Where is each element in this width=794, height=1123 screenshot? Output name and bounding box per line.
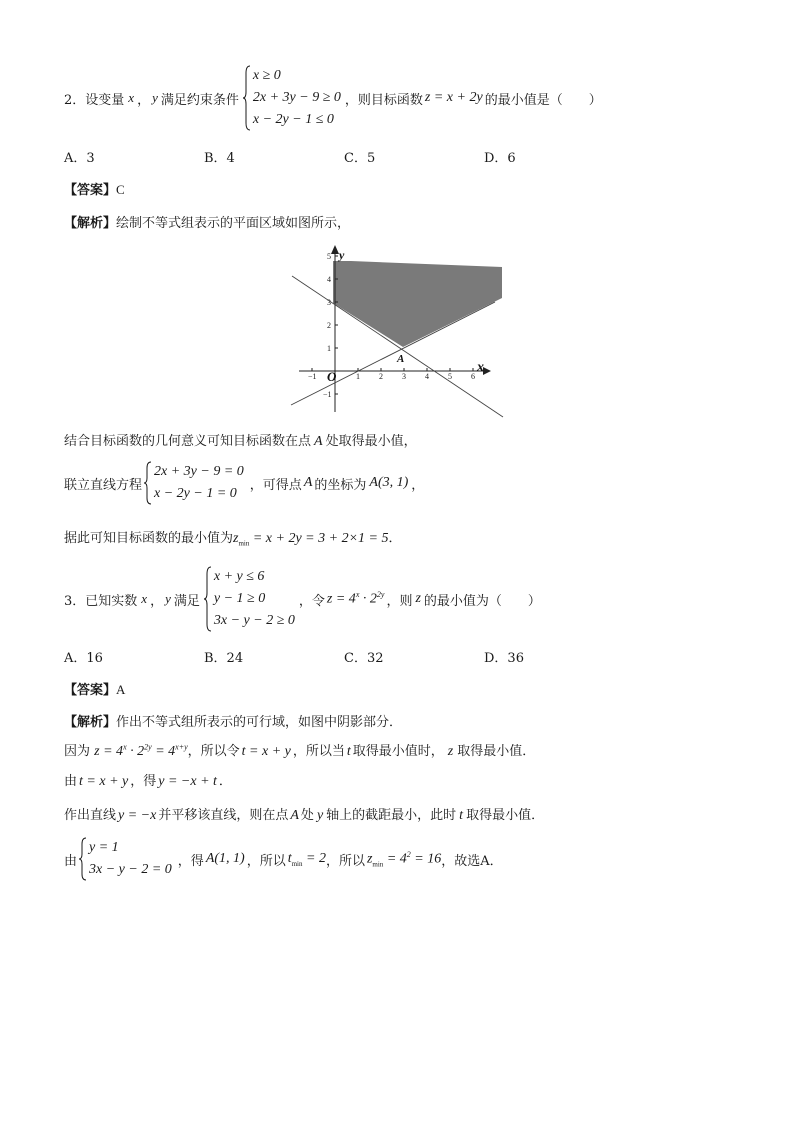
let-z-mid: · 2 xyxy=(359,591,377,607)
x-tick-label: 5 xyxy=(448,372,452,381)
q2-stem-a: 2．设变量 xyxy=(64,92,125,108)
feasible-region-figure xyxy=(285,240,507,418)
constraint-1: x ≥ 0 xyxy=(252,68,281,83)
q3-stem xyxy=(64,563,541,635)
t-definition: t = x + y xyxy=(241,744,291,759)
analysis-text: ，所以令 xyxy=(187,744,240,759)
exponent: x+y xyxy=(175,742,188,752)
math-part: z = 4 xyxy=(94,744,124,759)
comma: ， xyxy=(150,593,164,609)
var-y: y xyxy=(152,90,158,105)
q2-analysis-1 xyxy=(64,212,350,231)
q3-analysis-2 xyxy=(64,740,535,760)
analysis-tag: 【解析】 xyxy=(64,715,117,730)
exponent: x xyxy=(355,590,360,600)
answer-tag: 【答案】 xyxy=(64,683,117,698)
answer-tag: 【答案】 xyxy=(64,183,117,198)
equation-2: x − 2y − 1 = 0 xyxy=(154,486,237,501)
analysis-text: 取得最小值． xyxy=(466,808,545,823)
point-a-coordinates: A(3, 1) xyxy=(369,475,409,490)
q2-options xyxy=(64,147,624,166)
point-a-coordinates: A(1, 1) xyxy=(205,851,245,866)
q2-constraint-system xyxy=(243,65,341,131)
option-c: C．5 xyxy=(344,151,376,166)
z-min-calculation: = x + 2y = 3 + 2×1 = 5 xyxy=(249,531,389,546)
subscript-min: min xyxy=(372,860,384,869)
analysis-text: 作出直线 xyxy=(64,808,117,823)
analysis-text: 作出不等式组所表示的可行域，如图中阴影部分． xyxy=(116,715,403,730)
var-x: x xyxy=(141,591,148,606)
q3-answer xyxy=(64,679,125,698)
analysis-text: 联立直线方程 xyxy=(64,477,143,493)
analysis-text: 处取得最小值， xyxy=(325,434,417,449)
line-y-neg-x: y = −x xyxy=(118,808,157,823)
analysis-text: ． xyxy=(388,531,402,546)
constraint-3: 3x − y − 2 ≥ 0 xyxy=(213,613,295,628)
analysis-text: 结合目标函数的几何意义可知目标函数在点 xyxy=(64,434,312,449)
analysis-text: ，可得点 xyxy=(249,477,302,493)
analysis-text: 轴上的截距最小，此时 xyxy=(326,808,457,823)
option-a: A．16 xyxy=(64,651,103,666)
q2-analysis-3 xyxy=(64,458,424,508)
q3-analysis-4 xyxy=(64,804,544,824)
y-tick-label: 2 xyxy=(327,321,331,330)
answer-value: A xyxy=(116,682,126,697)
var-y: y xyxy=(165,591,171,606)
q2-stem-b: 满足约束条件 xyxy=(160,92,239,108)
exponent: 2y xyxy=(144,742,152,752)
point-a-label: A xyxy=(397,353,405,365)
var-y: y xyxy=(316,808,324,823)
x-tick-label: 2 xyxy=(379,372,383,381)
z-min xyxy=(367,850,441,868)
y-tick-label: −1 xyxy=(323,390,332,399)
constraint-1: x + y ≤ 6 xyxy=(213,569,265,584)
analysis-text: 处 xyxy=(300,808,314,823)
analysis-text: ，故选A． xyxy=(441,853,503,869)
var-z: z xyxy=(415,591,421,606)
q3-stem-d: ，则 xyxy=(386,593,413,609)
analysis-text: 由 xyxy=(64,853,78,869)
option-b: B．24 xyxy=(204,651,244,666)
x-axis-label: x xyxy=(477,360,484,375)
option-d: D．36 xyxy=(484,651,524,666)
q3-analysis-3 xyxy=(64,770,232,790)
equation-1: y = 1 xyxy=(89,840,119,855)
equation-1: 2x + 3y − 9 = 0 xyxy=(154,464,244,479)
q2-analysis-2 xyxy=(64,430,417,450)
math-part: = 2 xyxy=(302,850,326,866)
constraint-2: y − 1 ≥ 0 xyxy=(213,591,266,606)
constraint-3: x − 2y − 1 ≤ 0 xyxy=(252,112,334,127)
power-identity xyxy=(94,744,187,759)
analysis-text: 并平移该直线，则在点 xyxy=(158,808,289,823)
analysis-text: 绘制不等式组表示的平面区域如图所示， xyxy=(116,216,351,231)
option-a: A．3 xyxy=(64,151,95,166)
analysis-text: ，所以 xyxy=(246,853,286,869)
x-tick-label: −1 xyxy=(308,372,317,381)
point-a: A xyxy=(314,434,323,449)
feasible-region-shade xyxy=(333,261,502,347)
math-part: = 4 xyxy=(151,744,176,759)
analysis-text: ，得 xyxy=(130,774,157,789)
objective-function: z = x + 2y xyxy=(424,90,483,105)
q3-constraint-system xyxy=(204,566,295,632)
q3-line-system xyxy=(79,837,172,881)
q2-answer xyxy=(64,179,125,198)
q3-options xyxy=(64,647,624,666)
subscript-min: min xyxy=(238,539,250,548)
left-brace-icon xyxy=(204,566,212,632)
line-equation: y = −x + t xyxy=(158,774,217,789)
analysis-text: 因为 xyxy=(64,744,91,759)
q3-stem-c: ，令 xyxy=(298,593,325,609)
math-part: z xyxy=(366,851,373,867)
var-z: z xyxy=(447,744,454,759)
answer-value: C xyxy=(116,182,125,197)
math-part: = 4 xyxy=(383,851,407,867)
q2-line-system xyxy=(144,461,244,505)
analysis-text: ，得 xyxy=(177,853,204,869)
q2-stem-d: 的最小值是（ ） xyxy=(484,92,602,108)
x-axis-arrow-icon xyxy=(483,367,491,375)
analysis-text: 据此可知目标函数的最小值为 xyxy=(64,531,234,546)
let-z-expression xyxy=(327,590,385,608)
q3-stem-a: 3．已知实数 xyxy=(64,593,138,609)
exponent: 2y xyxy=(376,590,385,600)
point-a: A xyxy=(303,475,313,490)
point-a: A xyxy=(290,808,299,823)
q3-analysis-5 xyxy=(64,836,503,882)
left-brace-icon xyxy=(144,461,152,505)
x-tick-label: 3 xyxy=(402,372,406,381)
analysis-text: 由 xyxy=(64,774,78,789)
q3-stem-e: 的最小值为（ ） xyxy=(423,593,541,609)
let-z-base: z = 4 xyxy=(326,591,356,607)
q3-analysis-1 xyxy=(64,711,402,730)
y-tick-label: 4 xyxy=(327,275,331,284)
var-x: x xyxy=(128,90,135,105)
q3-stem-b: 满足 xyxy=(173,593,200,609)
y-axis-label: y xyxy=(339,248,345,262)
q2-stem-c: ，则目标函数 xyxy=(344,92,423,108)
equation-2: 3x − y − 2 = 0 xyxy=(89,862,172,877)
comma: ， xyxy=(137,92,151,108)
left-brace-icon xyxy=(79,837,87,881)
y-axis-arrow-icon xyxy=(331,245,339,254)
left-brace-icon xyxy=(243,65,251,131)
analysis-tag: 【解析】 xyxy=(64,216,117,231)
t-equation: t = x + y xyxy=(79,774,129,789)
analysis-text: ， xyxy=(411,477,425,493)
analysis-text: 取得最小值． xyxy=(457,744,536,759)
x-tick-label: 1 xyxy=(356,372,360,381)
analysis-text: ，所以当 xyxy=(292,744,345,759)
q2-stem xyxy=(64,62,602,134)
option-b: B．4 xyxy=(204,151,235,166)
y-tick-label: 1 xyxy=(327,344,331,353)
analysis-text: 取得最小值时， xyxy=(352,744,444,759)
analysis-text: ． xyxy=(218,774,232,789)
exponent: x xyxy=(123,742,127,752)
y-tick-label: 5 xyxy=(327,252,331,261)
x-tick-label: 6 xyxy=(471,372,475,381)
var-t: t xyxy=(346,744,351,759)
option-c: C．32 xyxy=(344,651,384,666)
y-tick-label: 3 xyxy=(327,298,331,307)
math-part: = 16 xyxy=(410,851,442,867)
option-d: D．6 xyxy=(484,151,516,166)
z-min: z xyxy=(233,531,239,546)
analysis-text: 的坐标为 xyxy=(314,477,367,493)
x-tick-label: 4 xyxy=(425,372,429,381)
exponent: 2 xyxy=(406,849,411,859)
subscript-min: min xyxy=(291,859,303,868)
origin-label: O xyxy=(327,369,337,384)
q2-analysis-4 xyxy=(64,527,402,548)
constraint-2: 2x + 3y − 9 ≥ 0 xyxy=(252,90,341,105)
math-part: · 2 xyxy=(126,744,145,759)
analysis-text: ，所以 xyxy=(325,853,365,869)
var-t: t xyxy=(459,808,464,823)
math-part: t xyxy=(287,850,292,866)
t-min xyxy=(288,851,326,868)
